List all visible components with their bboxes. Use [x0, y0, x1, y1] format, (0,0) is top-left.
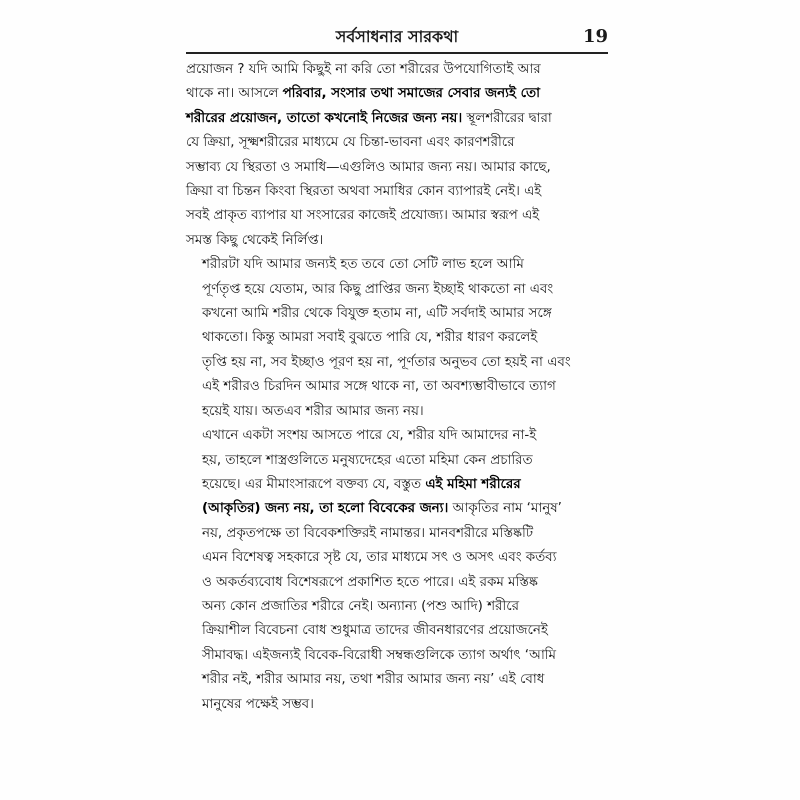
text-segment: প্রয়োজন ? যদি আমি কিছুই না করি তো শরীরের উপযোগিতাই আর [186, 62, 541, 77]
text-line [186, 351, 612, 375]
text-line [186, 156, 612, 180]
text-line [186, 595, 612, 619]
text-line [186, 497, 612, 521]
text-line [186, 326, 612, 350]
text-line [186, 253, 612, 277]
text-line [186, 571, 612, 595]
text-line [186, 204, 612, 228]
text-line [186, 668, 612, 692]
text-segment: নয়, প্রকৃতপক্ষে তা বিবেকশক্তিরই নামান্তর। মানবশরীরে মস্তিষ্কটি [202, 525, 534, 541]
text-segment: শরীর নই, শরীর আমার নয়, তথা শরীর আমার জন্য নয়’ এই বোধ [202, 672, 545, 688]
text-line [186, 375, 612, 399]
text-line [186, 644, 612, 668]
text-line [186, 58, 612, 82]
text-segment: মানুষের পক্ষেই সম্ভব। [202, 696, 314, 712]
text-line [186, 449, 612, 473]
text-segment: এমন বিশেষত্ব সহকারে সৃষ্ট যে, তার মাধ্যমে সৎ ও অসৎ এবং কর্তব্য [202, 550, 557, 566]
text-segment: হয়, তাহলে শাস্ত্রগুলিতে মনুষ্যদেহের এতো মহিমা কেন প্রচারিত [202, 452, 533, 468]
text-segment: অন্য কোন প্রজাতির শরীরে নেই। অন্যান্য (পশু আদি) শরীরে [202, 598, 519, 614]
running-title: সর্বসাধনার সারকথা [335, 27, 459, 46]
text-segment: ক্রিয়াশীল বিবেচনা বোধ শুধুমাত্র তাদের জীবনধারণের প্রয়োজনেই [202, 623, 548, 639]
text-segment: আকৃতির নাম ‘মানুষ’ [448, 501, 562, 517]
emphasis-text: (আকৃতির) জন্য নয়, তা হলো বিবেকের জন্য। [202, 501, 449, 517]
text-segment: সবই প্রাকৃত ব্যাপার যা সংসারের কাজেই প্রযোজ্য। আমার স্বরূপ এই [186, 208, 540, 224]
paragraph [186, 253, 612, 424]
text-line [186, 229, 612, 253]
text-segment: হয়েই যায়। অতএব শরীর আমার জন্য নয়। [202, 403, 424, 419]
text-segment: তৃপ্তি হয় না, সব ইচ্ছাও পূরণ হয় না, পূর্ণতার অনুভব তো হয়ই না এবং [202, 354, 571, 370]
text-segment: শরীরটা যদি আমার জন্যই হত তবে তো সেটি লাভ হলে আমি [202, 257, 524, 273]
text-line [186, 400, 612, 424]
text-line [186, 302, 612, 326]
text-line [186, 546, 612, 570]
text-segment: যে ক্রিয়া, সূক্ষ্মশরীরের মাধ্যমে যে চিন্তা-ভাবনা এবং কারণশরীরে [186, 135, 515, 151]
emphasis-text: শরীরের প্রয়োজন, তাতো কখনোই নিজের জন্য নয়। [186, 110, 463, 126]
text-segment: এখানে একটা সংশয় আসতে পারে যে, শরীর যদি আমাদের না-ই [202, 428, 537, 444]
page-number: 19 [582, 26, 608, 47]
text-segment: ও অকর্তব্যবোধ বিশেষরূপে প্রকাশিত হতে পারে। এই রকম মস্তিষ্ক [202, 574, 538, 590]
text-line [186, 278, 612, 302]
page-header [186, 26, 608, 52]
text-line [186, 619, 612, 643]
text-line [186, 424, 612, 448]
text-line [186, 82, 612, 106]
body-text [186, 58, 612, 717]
text-line [186, 473, 612, 497]
text-segment: কখনো আমি শরীর থেকে বিযুক্ত হতাম না, এটি সর্বদাই আমার সঙ্গে [202, 306, 552, 322]
emphasis-text: এই মহিমা শরীরের [425, 476, 521, 492]
text-segment: ক্রিয়া বা চিন্তন কিংবা স্থিরতা অথবা সমাধির কোন ব্যাপারই নেই। এই [186, 184, 542, 200]
paragraph [186, 58, 612, 253]
text-line [186, 693, 612, 717]
emphasis-text: পরিবার, সংসার তথা সমাজের সেবার জন্যই তো [282, 86, 540, 102]
text-segment: হয়েছে। এর মীমাংসারূপে বক্তব্য যে, বস্তুত [202, 476, 426, 492]
header-divider [186, 52, 608, 54]
text-segment: থাকে না। আসলে [186, 86, 283, 102]
paragraph [186, 424, 612, 717]
text-line [186, 180, 612, 204]
text-line [186, 107, 612, 131]
text-segment: এই শরীরও চিরদিন আমার সঙ্গে থাকে না, তা অবশ্যম্ভাবীভাবে ত্যাগ [202, 379, 556, 395]
text-segment: থাকতো। কিন্তু আমরা সবাই বুঝতে পারি যে, শরীর ধারণ করলেই [202, 330, 538, 346]
text-segment: সম্ভাব্য যে স্থিরতা ও সমাধি—এগুলিও আমার জন্য নয়। আমার কাছে, [186, 159, 551, 175]
text-segment: সমস্ত কিছু থেকেই নির্লিপ্ত। [186, 232, 324, 248]
text-segment: পূর্ণতৃপ্ত হয়ে যেতাম, আর কিছু প্রাপ্তির জন্য ইচ্ছাই থাকতো না এবং [202, 281, 554, 297]
text-line [186, 522, 612, 546]
text-segment: স্থূলশরীরের দ্বারা [462, 110, 552, 126]
text-segment: সীমাবদ্ধ। এইজন্যই বিবেক-বিরোধী সম্বন্ধগুলিকে ত্যাগ অর্থাৎ ‘আমি [202, 647, 556, 663]
text-line [186, 131, 612, 155]
